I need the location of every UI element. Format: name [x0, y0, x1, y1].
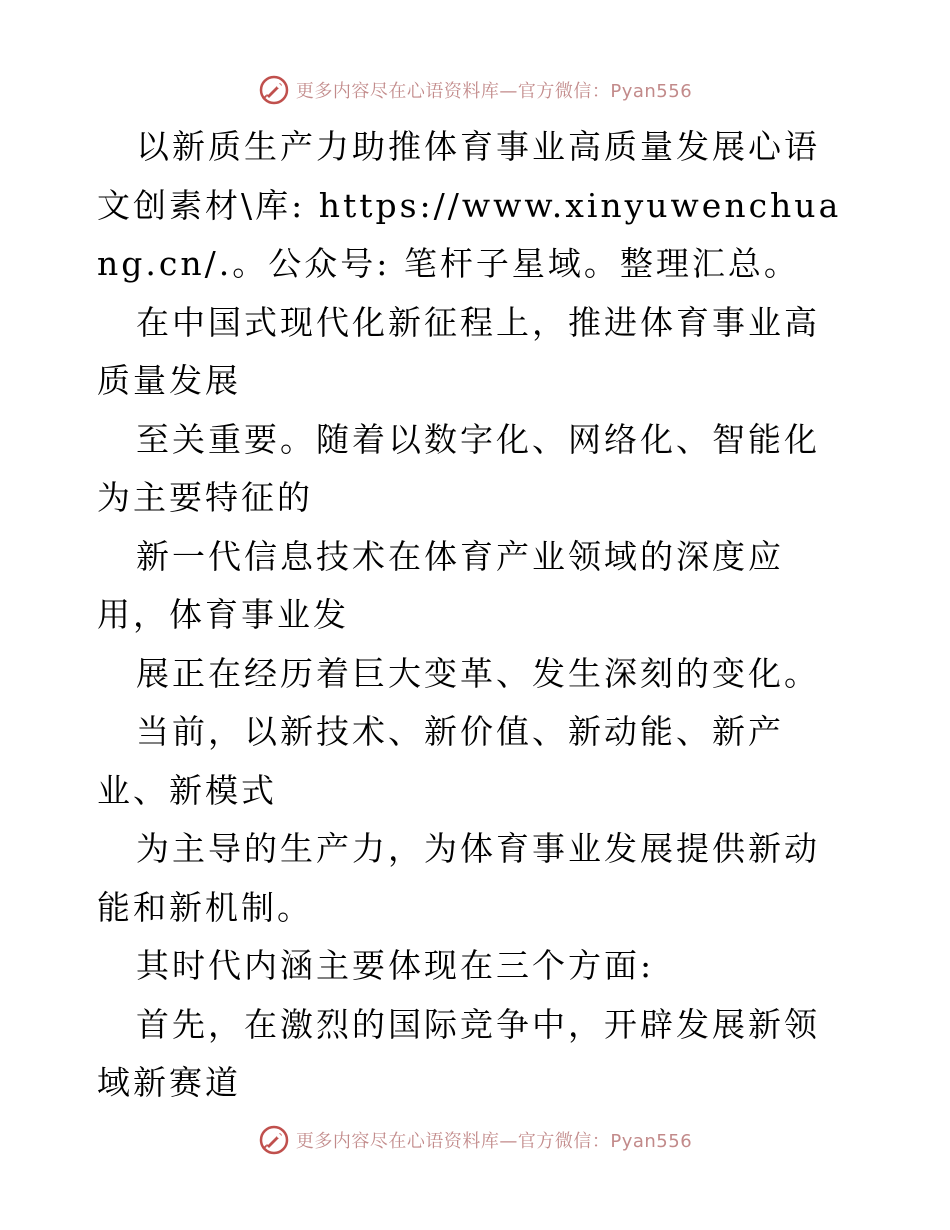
header-banner-text: 更多内容尽在心语资料库—官方微信：Pyan556 — [295, 81, 693, 102]
paragraph: 其时代内涵主要体现在三个方面: — [136, 946, 655, 985]
pen-nib-logo-icon — [258, 1124, 290, 1156]
paragraph: 展正在经历着巨大变革、发生深刻的变化。 — [136, 653, 820, 693]
paragraph: 为主导的生产力，为体育事业发展提供新动能和新机制。 — [97, 829, 820, 927]
paragraph: 首先，在激烈的国际竞争中，开辟发展新领域新赛道 — [97, 1004, 820, 1102]
paragraph: 在中国式现代化新征程上，推进体育事业高质量发展 — [97, 302, 820, 400]
footer-banner — [0, 1122, 950, 1158]
paragraph: 当前，以新技术、新价值、新动能、新产业、新模式 — [97, 712, 784, 810]
paragraph: 至关重要。随着以数字化、网络化、智能化为主要特征的 — [97, 419, 820, 517]
footer-banner-text: 更多内容尽在心语资料库—官方微信：Pyan556 — [295, 1131, 693, 1152]
document-body — [97, 118, 853, 1113]
paragraph: 以新质生产力助推体育事业高质量发展心语文创素材\库: https://www.xinyuwenchuang.cn/.。公众号: 笔杆子星域。整理汇总。 — [97, 127, 842, 283]
header-banner — [0, 72, 950, 108]
pen-nib-logo-icon — [258, 74, 290, 106]
paragraph: 新一代信息技术在体育产业领域的深度应用，体育事业发 — [97, 536, 784, 634]
